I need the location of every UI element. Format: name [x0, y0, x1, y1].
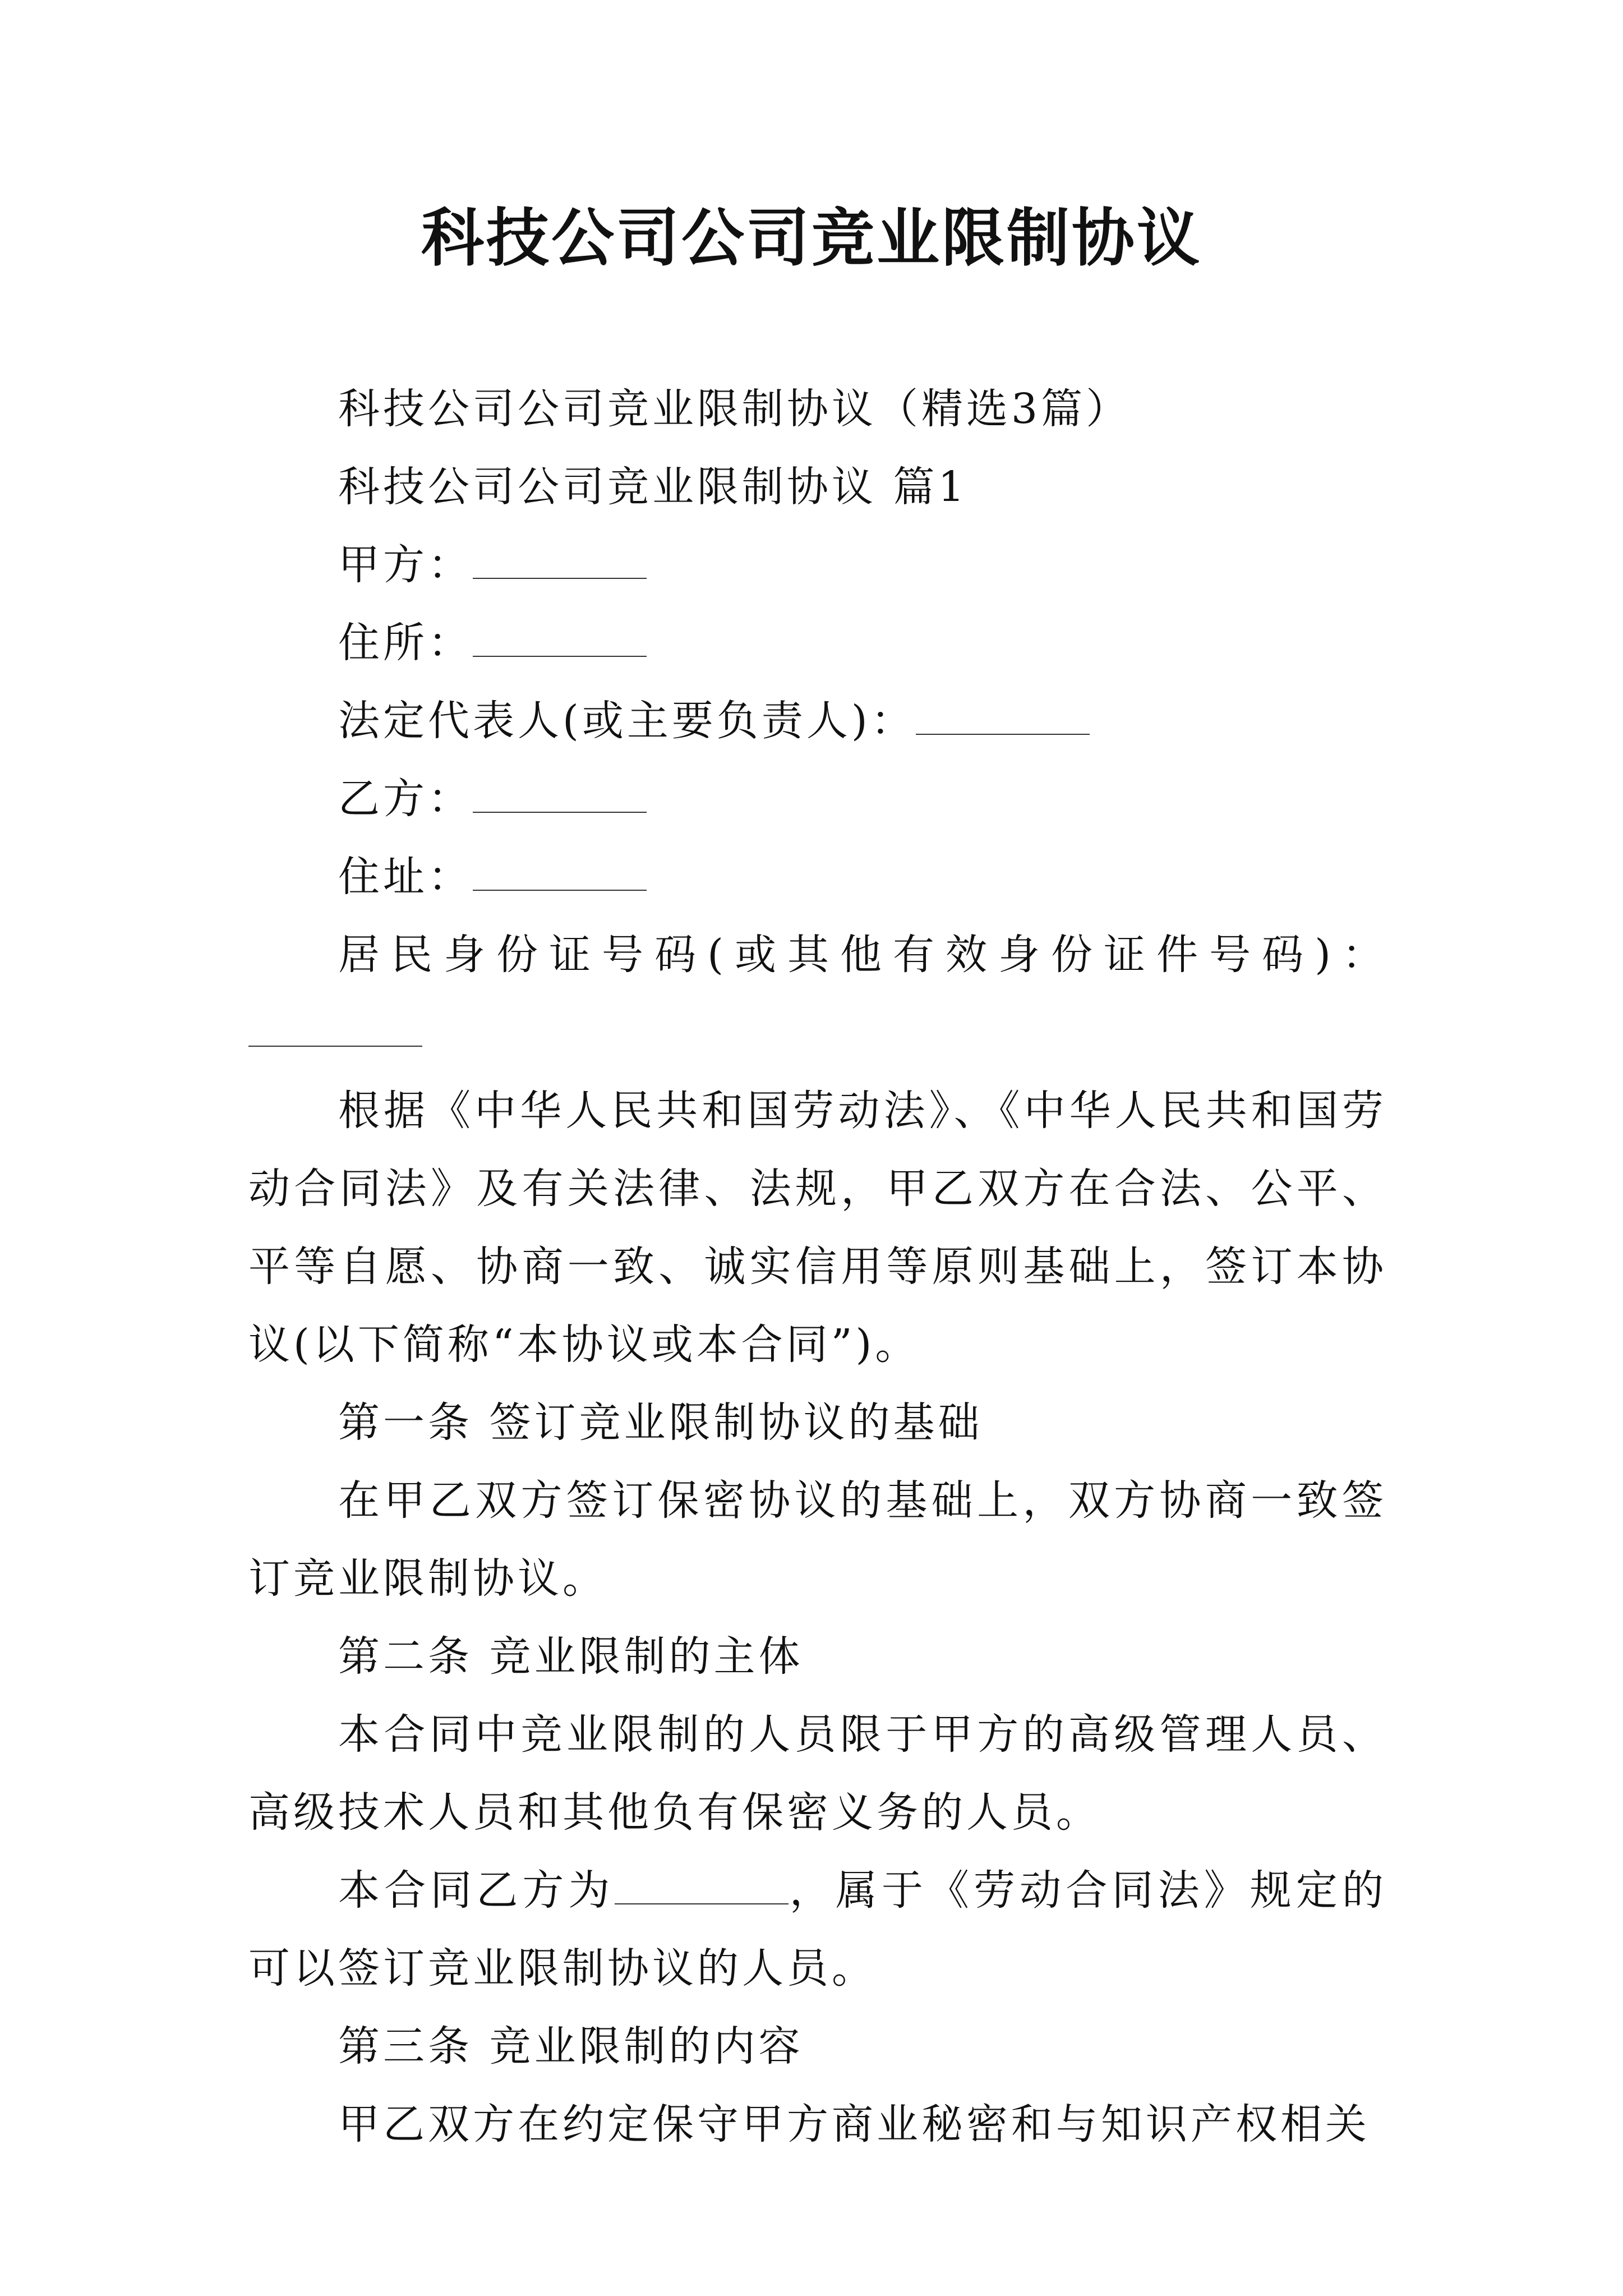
residence-line — [248, 604, 1387, 682]
article2-title: 第二条 竞业限制的主体 — [338, 1632, 804, 1681]
party-a-line — [248, 526, 1387, 604]
legal-rep-label: 法定代表人(或主要负责人)： — [338, 697, 916, 745]
party-b-line — [248, 760, 1387, 838]
article2-text2-after: ，属于《劳动合同法》规定的可以签订竞业限制协议的人员。 — [248, 1866, 1387, 1993]
article2-text2-before: 本合同乙方为 — [338, 1866, 615, 1915]
party-b-blank — [473, 778, 647, 813]
address-line — [248, 838, 1387, 916]
article3-title: 第三条 竞业限制的内容 — [338, 2022, 804, 2070]
address-blank — [473, 856, 647, 891]
residence-label: 住所： — [338, 619, 473, 667]
id-label: 居民身份证号码(或其他有效身份证件号码)： — [338, 931, 1387, 979]
party-a-label: 甲方： — [338, 541, 473, 589]
party-b-label: 乙方： — [338, 775, 473, 823]
document-title: 科技公司公司竞业限制协议 — [421, 201, 1202, 275]
article3-text: 甲乙双方在约定保守甲方商业秘密和与知识产权相关 — [338, 2100, 1370, 2148]
article1-text: 在甲乙双方签订保密协议的基础上，双方协商一致签订竞业限制协议。 — [248, 1476, 1387, 1603]
part-heading: 科技公司公司竞业限制协议 篇1 — [338, 463, 968, 511]
legal-rep-blank — [916, 700, 1090, 735]
article2-text2 — [248, 1852, 1387, 2008]
party-a-blank — [473, 544, 647, 579]
document-body — [248, 370, 1387, 2164]
article2-blank — [615, 1870, 789, 1904]
address-label: 住址： — [338, 853, 473, 901]
id-line — [248, 916, 1387, 1072]
basis-paragraph: 根据《中华人民共和国劳动法》、《中华人民共和国劳动合同法》及有关法律、法规，甲乙双方在合法、公平、平等自愿、协商一致、诚实信用等原则基础上，签订本协议(以下简称“本协议或本合同”)。 — [248, 1087, 1387, 1369]
subtitle-line: 科技公司公司竞业限制协议（精选3篇） — [338, 385, 1131, 433]
article2-text1: 本合同中竞业限制的人员限于甲方的高级管理人员、高级技术人员和其他负有保密义务的人员。 — [248, 1710, 1387, 1837]
legal-rep-line — [248, 682, 1387, 760]
id-blank — [248, 1012, 422, 1047]
residence-blank — [473, 622, 647, 657]
article1-title: 第一条 签订竞业限制协议的基础 — [338, 1398, 983, 1447]
